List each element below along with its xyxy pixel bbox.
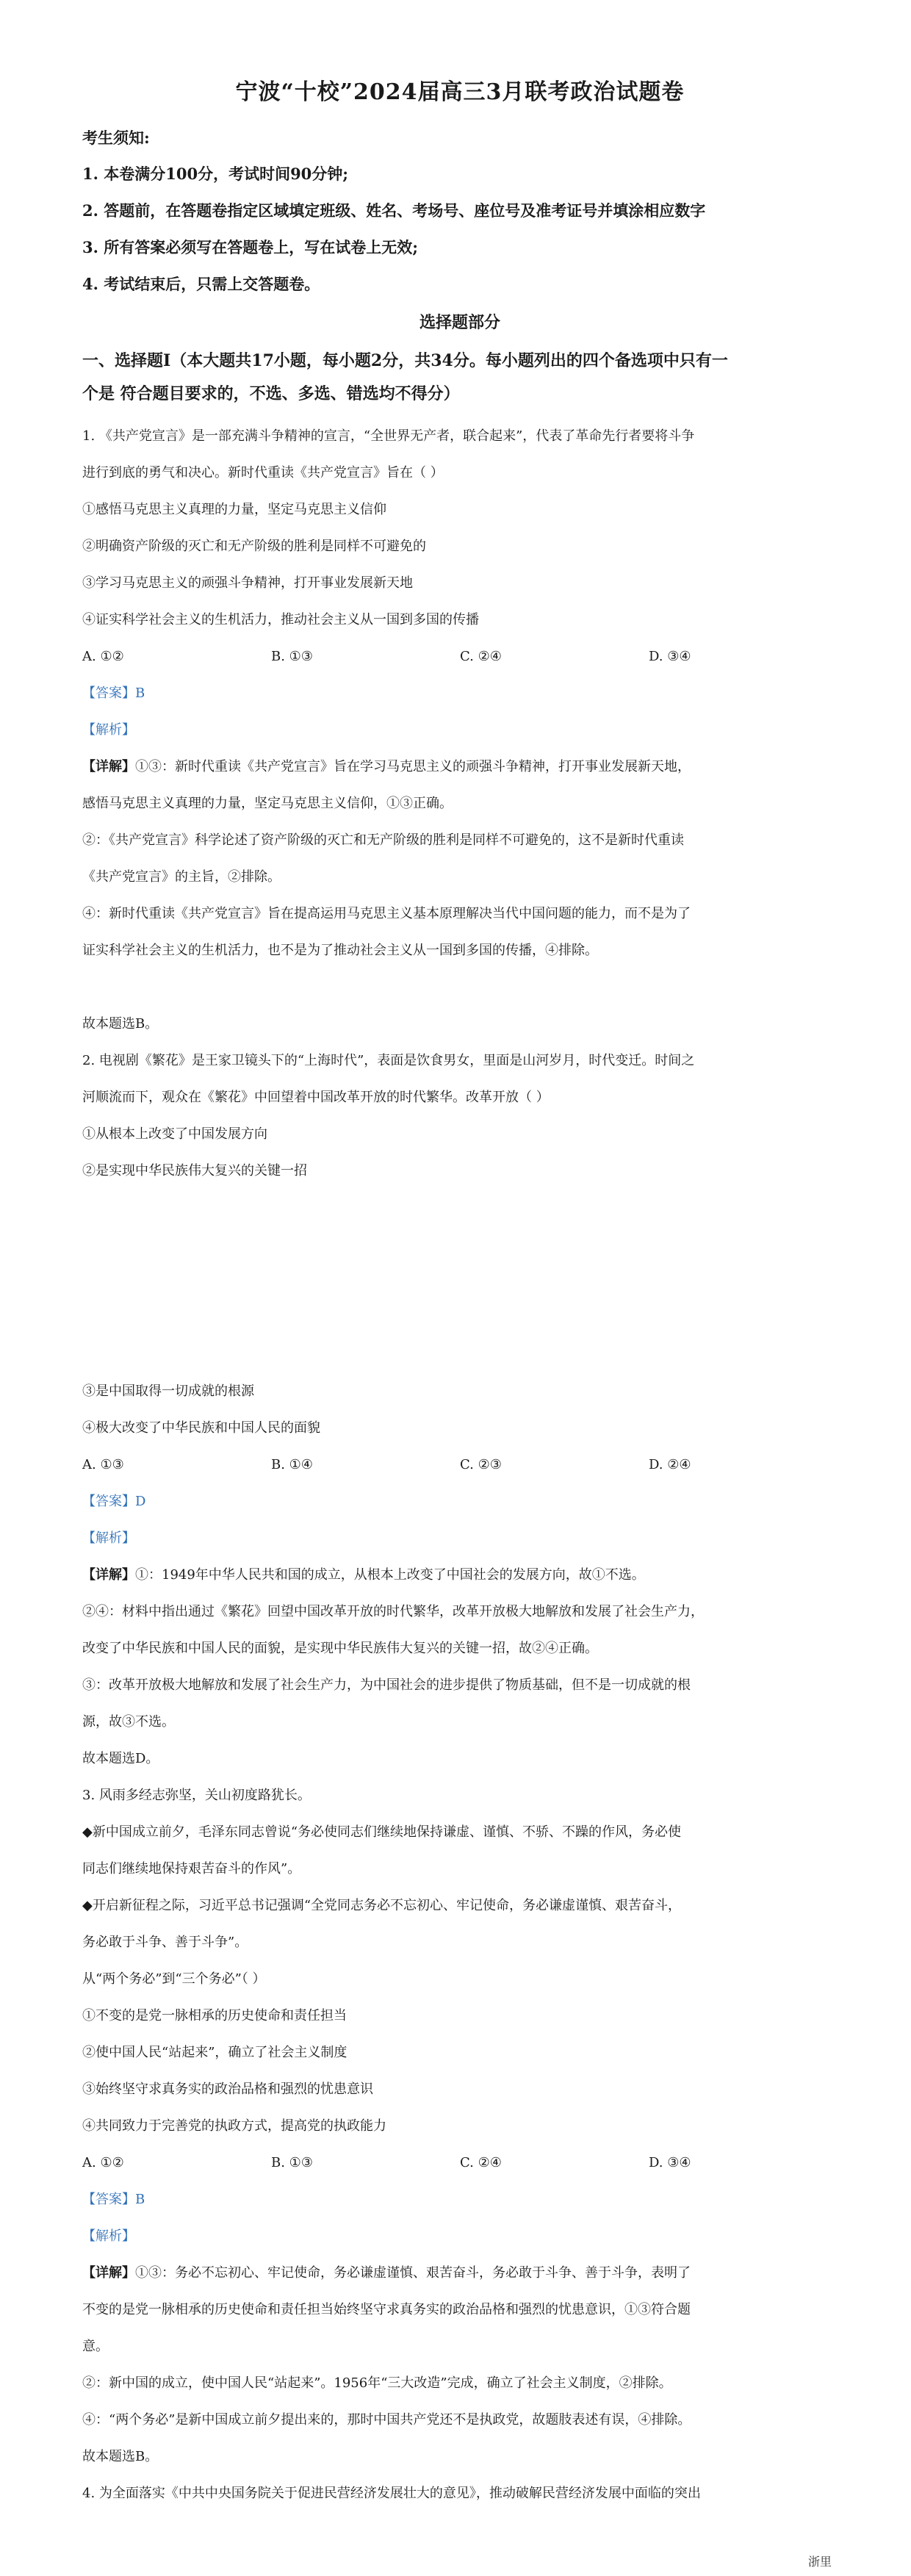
question-1: [82, 418, 838, 1043]
detail-line: [82, 1557, 838, 1594]
question-stem: 从“两个务必”到“三个务必”（ ）: [82, 1971, 266, 1987]
spacer: [82, 969, 838, 1006]
option-d: D. ③④: [649, 2155, 691, 2170]
option-b: B. ①③: [271, 649, 313, 664]
part-heading-line: 一、选择题Ⅰ（本大题共17小题，每小题2分，共34分。每小题列出的四个备选项中只有一: [82, 351, 728, 370]
question-stem: 2. 电视剧《繁花》是王家卫镜头下的“上海时代”，表面是饮食男女，里面是山河岁月，时代变迁。时间之: [82, 1053, 695, 1068]
detail-line: 改变了中华民族和中国人民的面貌，是实现中华民族伟大复兴的关键一招，故②④正确。: [82, 1641, 598, 1656]
statement-item: ④共同致力于完善党的执政方式，提高党的执政能力: [82, 2118, 386, 2134]
notice-heading: 考生须知:: [82, 129, 150, 147]
analysis-label: 【解析】: [82, 722, 135, 738]
option-b: B. ①④: [271, 1457, 313, 1472]
options-row: [82, 1447, 838, 1483]
statement-item: ③始终坚守求真务实的政治品格和强烈的忧患意识: [82, 2082, 373, 2097]
detail-line: 不变的是党一脉相承的历史使命和责任担当始终坚守求真务实的政治品格和强烈的忧患意识，①③符合题: [82, 2302, 691, 2317]
option-d: D. ③④: [649, 649, 691, 664]
notice-item: 2. 答题前，在答题卷指定区域填定班级、姓名、考场号、座位号及准考证号并填涂相应数字: [82, 201, 706, 220]
question-stem: ◆新中国成立前夕，毛泽东同志曾说“务必使同志们继续地保持谦虚、谨慎、不骄、不躁的作风，务必使: [82, 1824, 682, 1840]
notice-item: 1. 本卷满分100分，考试时间90分钟;: [82, 165, 349, 183]
detail-line: ②：《共产党宣言》科学论述了资产阶级的灭亡和无产阶级的胜利是同样不可避免的，这不是新时代重读: [82, 832, 684, 848]
notice-item: 4. 考试结束后，只需上交答题卷。: [82, 275, 320, 293]
options-row: [82, 2145, 838, 2181]
detail-text: ①③：新时代重读《共产党宣言》旨在学习马克思主义的顽强斗争精神，打开事业发展新天地，: [135, 759, 691, 774]
statement-item: ③学习马克思主义的顽强斗争精神，打开事业发展新天地: [82, 575, 413, 591]
option-a: A. ①③: [82, 1457, 124, 1472]
detail-line: ④：“两个务必”是新中国成立前夕提出来的，那时中国共产党还不是执政党，故题肢表述有误，④排除。: [82, 2412, 691, 2428]
answer-label: 【答案】D: [82, 1494, 146, 1509]
analysis-label: 【解析】: [82, 1530, 135, 1546]
analysis-label: 【解析】: [82, 2228, 135, 2244]
conclusion: 故本题选D。: [82, 1751, 159, 1766]
conclusion: 故本题选B。: [82, 2449, 159, 2464]
question-stem: 4. 为全面落实《中共中央国务院关于促进民营经济发展壮大的意见》，推动破解民营经济发展中面临的突出: [82, 2486, 701, 2501]
detail-line: [82, 2255, 838, 2292]
detail-line: 意。: [82, 2339, 109, 2354]
statement-item: ③是中国取得一切成就的根源: [82, 1384, 254, 1399]
option-b: B. ①③: [271, 2155, 313, 2170]
statement-item: ①不变的是党一脉相承的历史使命和责任担当: [82, 2008, 347, 2023]
option-d: D. ②④: [649, 1457, 691, 1472]
statement-item: ①从根本上改变了中国发展方向: [82, 1126, 267, 1142]
detail-label: 【详解】: [82, 1567, 135, 1583]
option-c: C. ②③: [460, 1457, 502, 1472]
option-a: A. ①②: [82, 2155, 124, 2170]
question-stem: ◆开启新征程之际，习近平总书记强调“全党同志务必不忘初心、牢记使命，务必谦虚谨慎、艰苦奋斗，: [82, 1898, 682, 1913]
detail-line: [82, 749, 838, 785]
detail-line: ②④：材料中指出通过《繁花》回望中国改革开放的时代繁华，改革开放极大地解放和发展了社会生产力，: [82, 1604, 704, 1619]
statement-item: ④证实科学社会主义的生机活力，推动社会主义从一国到多国的传播: [82, 612, 479, 627]
detail-line: 《共产党宣言》的主旨，②排除。: [82, 869, 281, 885]
question-2: [82, 1043, 838, 1777]
detail-text: ①：1949年中华人民共和国的成立，从根本上改变了中国社会的发展方向，故①不选。: [135, 1567, 645, 1583]
statement-item: ②明确资产阶级的灭亡和无产阶级的胜利是同样不可避免的: [82, 539, 426, 554]
part-heading: [82, 345, 838, 411]
question-3: [82, 1777, 838, 2475]
detail-line: ②：新中国的成立，使中国人民“站起来”。1956年“三大改造”完成，确立了社会主义制度，②排除。: [82, 2375, 672, 2391]
statement-item: ④极大改变了中华民族和中国人民的面貌: [82, 1420, 320, 1436]
exam-title: 宁波“十校”2024届高三3月联考政治试题卷: [235, 79, 685, 105]
question-stem: 1. 《共产党宣言》是一部充满斗争精神的宣言，“全世界无产者，联合起来”，代表了革命先行者要将斗争: [82, 428, 695, 444]
detail-line: 感悟马克思主义真理的力量，坚定马克思主义信仰，①③正确。: [82, 796, 453, 811]
section-title: 选择题部分: [419, 313, 500, 332]
page-footer: 浙里: [807, 2555, 832, 2569]
answer-label: 【答案】B: [82, 2192, 145, 2207]
options-row: [82, 638, 838, 675]
blank-area: [82, 1190, 838, 1373]
part-heading-line: 个是 符合题目要求的，不选、多选、错选均不得分）: [82, 384, 460, 403]
detail-line: 源，故③不选。: [82, 1714, 175, 1730]
detail-text: ①③：务必不忘初心、牢记使命，务必谦虚谨慎、艰苦奋斗，务必敢于斗争、善于斗争，表明了: [135, 2265, 691, 2281]
detail-line: ④：新时代重读《共产党宣言》旨在提高运用马克思主义基本原理解决当代中国问题的能力，而不是为了: [82, 906, 691, 921]
option-c: C. ②④: [460, 649, 502, 664]
question-4: [82, 2475, 838, 2512]
question-stem: 河顺流而下，观众在《繁花》中回望着中国改革开放的时代繁华。改革开放（ ）: [82, 1090, 550, 1105]
exam-content: [82, 73, 838, 2512]
option-c: C. ②④: [460, 2155, 502, 2170]
conclusion: 故本题选B。: [82, 1016, 159, 1032]
statement-item: ②是实现中华民族伟大复兴的关键一招: [82, 1163, 307, 1179]
detail-line: 证实科学社会主义的生机活力，也不是为了推动社会主义从一国到多国的传播，④排除。: [82, 943, 598, 958]
option-a: A. ①②: [82, 649, 124, 664]
question-stem: 进行到底的勇气和决心。新时代重读《共产党宣言》旨在（ ）: [82, 465, 444, 481]
answer-label: 【答案】B: [82, 686, 145, 701]
detail-label: 【详解】: [82, 2265, 135, 2281]
statement-item: ②使中国人民“站起来”，确立了社会主义制度: [82, 2045, 348, 2060]
notice-item: 3. 所有答案必须写在答题卷上，写在试卷上无效;: [82, 238, 418, 256]
detail-label: 【详解】: [82, 759, 135, 774]
question-stem: 3. 风雨多经志弥坚，关山初度路犹长。: [82, 1788, 311, 1803]
detail-line: ③：改革开放极大地解放和发展了社会生产力，为中国社会的进步提供了物质基础，但不是一切成就的根: [82, 1677, 691, 1693]
question-stem: 同志们继续地保持艰苦奋斗的作风”。: [82, 1861, 301, 1877]
statement-item: ①感悟马克思主义真理的力量，坚定马克思主义信仰: [82, 502, 386, 517]
question-stem: 务必敢于斗争、善于斗争”。: [82, 1935, 248, 1950]
